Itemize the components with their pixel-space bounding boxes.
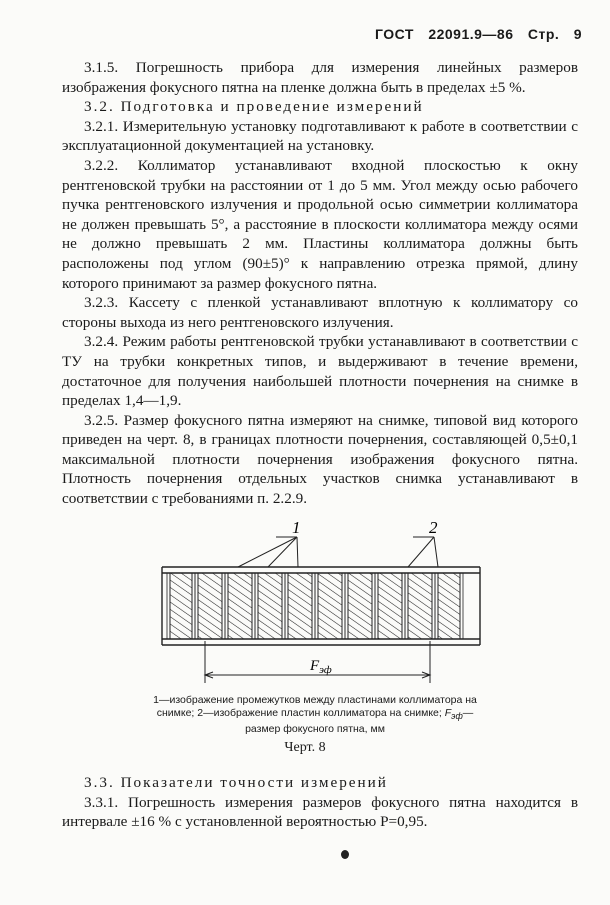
label-1: 1: [292, 518, 301, 537]
paragraph-3-2-1: 3.2.1. Измерительную установку подготавливают к работе в соответствии с эксплуатационной документацией на установку.: [62, 117, 578, 155]
plate-image: [228, 573, 252, 639]
plate-image: [258, 573, 282, 639]
paragraph-3-1-5: 3.1.5. Погрешность прибора для измерения линейных размеров изображения фокусного пятна на пленке должна быть в пределах ±5 %.: [62, 59, 578, 96]
paragraph-3-2-5: 3.2.5. Размер фокусного пятна измеряют на снимке, типовой вид которого приведен на черт. 8, в границах плотности почернения, составляющей 0,5±0,1 максимальной плотности почернения изображения фокусного пятна. Плотность почернения отдельных участков снимка устанавливают в соответствии с требованиями п. 2.2.9.: [62, 411, 578, 508]
caption-text-1: 1—изображение промежутков между пластинами коллиматора на снимке; 2—изображение пластин коллиматора на снимке;: [153, 694, 477, 719]
plate-image: [198, 573, 222, 639]
section-heading-3-2: 3.2. Подготовка и проведение измерений: [84, 98, 424, 116]
figure-title: Черт. 8: [284, 740, 326, 755]
leader-lines: [238, 537, 438, 567]
plate-image: [408, 573, 432, 639]
caption-symbol: F: [444, 707, 452, 719]
plate-image: [318, 573, 342, 639]
figure-caption: [140, 694, 490, 736]
body-text: [62, 58, 578, 509]
header-page-label: Стр.: [527, 26, 560, 42]
paragraph-3-2-3: 3.2.3. Кассету с пленкой устанавливают вплотную к коллиматору со стороны выхода из него рентгеновского излучения.: [62, 294, 578, 331]
collimator-diagram: [150, 515, 490, 695]
film-image-strip: [162, 567, 480, 645]
dimension-symbol: F: [310, 658, 320, 674]
header-standard: ГОСТ: [374, 26, 414, 42]
body-text-2: [62, 773, 578, 832]
ink-dot: [341, 850, 349, 859]
paragraph-3-2-2: 3.2.2. Коллиматор устанавливают входной плоскостью к окну рентгеновской трубки на расстоянии от 1 до 5 мм. Угол между осью рабочего пучка рентгеновского излучения и продольной осью симметрии коллиматора не должен превышать 5°, а расстояние в плоскости коллиматора между осями не должно превышать 2 мм. Пластины коллиматора должны быть расположены под углом (90±5)° к направлению отрезка прямой, длину которого принимают за размер фокусного пятна.: [62, 156, 578, 292]
plate-image: [378, 573, 402, 639]
plate-image: [348, 573, 372, 639]
label-2: 2: [429, 518, 438, 537]
page-header: [365, 26, 582, 42]
header-number: 22091.9—86: [428, 26, 514, 42]
paragraph-3-3-1: 3.3.1. Погрешность измерения размеров фокусного пятна находится в интервале ±16 % с установленной вероятностью P=0,95.: [62, 793, 578, 831]
collimator-figure: [150, 515, 490, 695]
plate-image: [288, 573, 312, 639]
plate-image: [170, 573, 192, 639]
dimension-label: [309, 658, 332, 676]
caption-symbol-sub: эф: [451, 711, 463, 722]
paragraph-3-2-4: 3.2.4. Режим работы рентгеновской трубки устанавливают в соответствии с ТУ на трубки конкретных типов, и выдерживают в течение времени, достаточное для получения наибольшей плотности почернения на снимке в пределах 1,4—1,9.: [62, 333, 578, 410]
caption-text-2: —размер фокусного пятна, мм: [245, 707, 474, 736]
header-page-number: 9: [573, 26, 582, 42]
section-heading-3-3: 3.3. Показатели точности измерений: [84, 774, 388, 791]
dimension-subscript: эф: [319, 664, 332, 676]
plate-image: [438, 573, 460, 639]
